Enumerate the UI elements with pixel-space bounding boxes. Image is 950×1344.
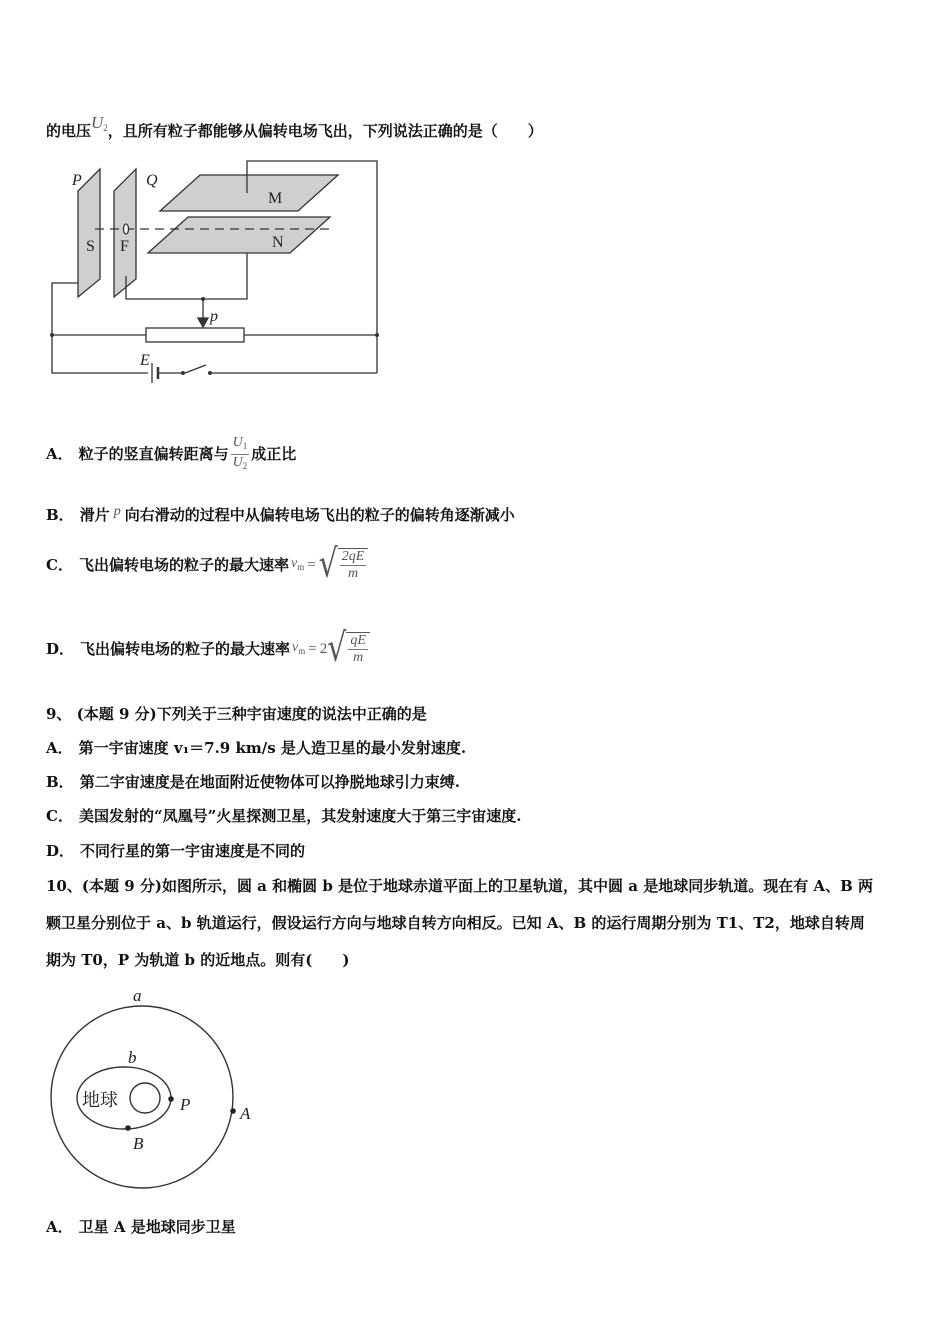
sqrt-expression <box>327 625 370 672</box>
q8-option-a-text-before: 粒子的竖直偏转距离与 <box>78 445 229 463</box>
q8-option-b-label: B． <box>46 506 74 524</box>
frac-2qe-m: $\frac{2qE}{m}$ <box>341 549 365 581</box>
wire-q <box>126 253 247 299</box>
q8-stem-tail <box>46 113 543 141</box>
q8-option-a-label: A． <box>46 445 73 463</box>
point-p <box>168 1096 174 1102</box>
label-E: E <box>140 352 150 369</box>
label-p: p <box>210 308 218 325</box>
label-M: M <box>268 190 283 207</box>
q10-stem-line-2: 颗卫星分别位于 a、b 轨道运行，假设运行方向与地球自转方向相反。已知 A、B 的运行周期分别为 T1、T2，地球自转周 <box>46 914 865 932</box>
q8-option-d-label: D． <box>46 640 75 658</box>
coefficient: 2 <box>319 641 328 657</box>
q9-option-a: A． 第一宇宙速度 v₁＝7.9 km/s 是人造卫星的最小发射速度. <box>46 739 467 757</box>
q8-option-a-text-after: 成正比 <box>251 445 297 463</box>
label-earth: 地球 <box>82 1090 118 1110</box>
slider-arrow-icon <box>198 318 208 327</box>
wire-p <box>52 283 148 373</box>
q8-option-c <box>46 540 368 590</box>
q8-option-c-text-before: 飞出偏转电场的粒子的最大速率 <box>78 556 289 574</box>
ratio-u1-u2: $\frac{U_1}{U_2}$ <box>232 434 248 471</box>
rheostat <box>146 328 244 342</box>
q8-option-b <box>46 502 515 525</box>
q8-stem-prefix: 的电压 <box>46 122 92 140</box>
label-F: F <box>120 238 129 255</box>
label-P: P <box>180 1095 191 1114</box>
q8-option-b-text-after: 向右滑动的过程中从偏转电场飞出的粒子的偏转角逐渐减小 <box>124 506 515 524</box>
equals-sign: = <box>307 557 316 573</box>
equals-sign: = <box>308 641 317 657</box>
hole-f <box>124 224 129 234</box>
q8-option-d <box>46 624 370 674</box>
orbit-a <box>51 1006 233 1188</box>
label-N: N <box>272 234 284 251</box>
q8-u2-var: U <box>91 113 104 132</box>
plate-m <box>160 175 338 211</box>
q9-option-c: C． 美国发射的“凤凰号”火星探测卫星，其发射速度大于第三宇宙速度. <box>46 807 522 825</box>
label-b: b <box>128 1048 137 1067</box>
q8-u2-sub: 2 <box>103 123 108 133</box>
q10-stem-line-1: 10、(本题 9 分)如图所示，圆 a 和椭圆 b 是位于地球赤道平面上的卫星轨道，其中圆 a 是地球同步轨道。现在有 A、B 两 <box>46 877 873 895</box>
label-B: B <box>133 1134 144 1153</box>
q10-stem-line-3: 期为 T0，P 为轨道 b 的近地点。则有( ) <box>46 951 350 969</box>
orbit-diagram <box>40 985 270 1205</box>
q8-option-b-text-before: 滑片 <box>79 506 110 524</box>
satellite-b <box>125 1125 131 1131</box>
q8-option-d-text-before: 飞出偏转电场的粒子的最大速率 <box>80 640 291 658</box>
label-P: P <box>72 172 82 189</box>
plate-n <box>148 217 330 253</box>
q9-stem: 9、 (本题 9 分)下列关于三种宇宙速度的说法中正确的是 <box>46 705 427 723</box>
q10-option-a: A． 卫星 A 是地球同步卫星 <box>46 1218 236 1236</box>
label-Q: Q <box>146 172 158 189</box>
q9-option-d: D． 不同行星的第一宇宙速度是不同的 <box>46 842 306 860</box>
slider-p-var: p <box>113 504 121 519</box>
deflection-circuit-diagram <box>40 155 390 385</box>
earth <box>130 1083 160 1113</box>
sqrt-icon: √ <box>318 541 338 588</box>
q8-stem-suffix: ，且所有粒子都能够从偏转电场飞出，下列说法正确的是（ ） <box>107 122 543 140</box>
sqrt-expression <box>318 541 369 588</box>
q9-option-b: B． 第二宇宙速度是在地面附近使物体可以挣脱地球引力束缚. <box>46 773 460 791</box>
label-A: A <box>240 1104 251 1123</box>
frac-qe-m: $\frac{qE}{m}$ <box>350 633 366 665</box>
vm-var: $v_m$ <box>292 639 306 656</box>
label-S: S <box>86 238 95 255</box>
vm-var: $v_m$ <box>290 555 305 572</box>
q8-option-a <box>46 434 296 474</box>
satellite-a <box>230 1108 236 1114</box>
q8-option-c-label: C． <box>46 556 73 574</box>
switch <box>185 365 206 373</box>
label-a: a <box>133 986 142 1005</box>
sqrt-icon: √ <box>327 625 347 672</box>
